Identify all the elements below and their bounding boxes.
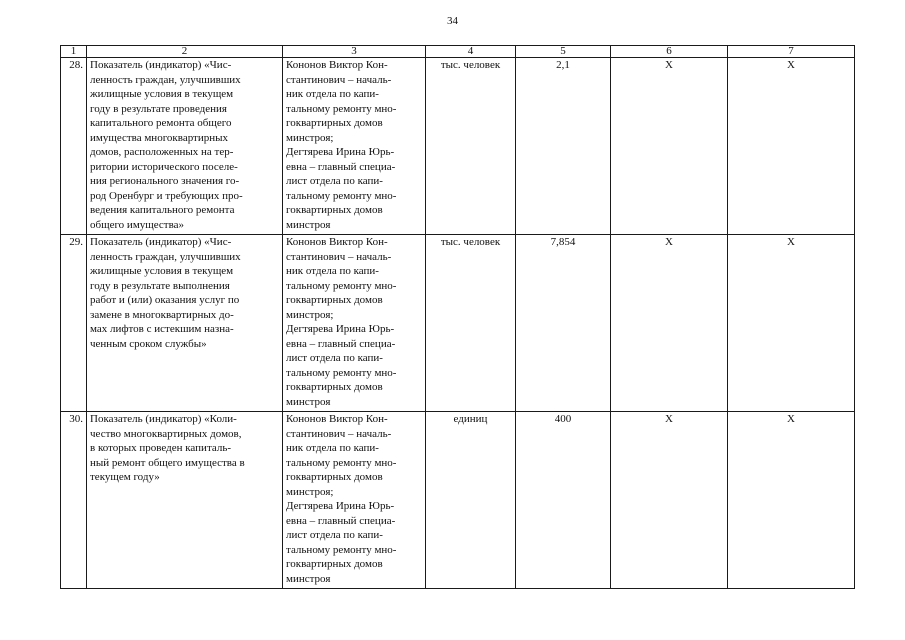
page-number: 34 xyxy=(447,15,458,27)
text-line: домов, расположенных на тер- xyxy=(90,146,234,158)
text-line: Кононов Виктор Кон- xyxy=(286,59,388,71)
value-cell: 400 xyxy=(516,412,611,589)
unit-cell: тыс. человек xyxy=(426,58,516,235)
column-number: 3 xyxy=(283,46,426,58)
column-number: 2 xyxy=(87,46,283,58)
text-line: лист отдела по капи- xyxy=(286,352,383,364)
text-line: евна – главный специа- xyxy=(286,514,396,527)
text-line: мах лифтов с истекшим назна- xyxy=(90,323,234,335)
text-line: капитального ремонта общего xyxy=(90,117,232,129)
indicator-cell xyxy=(87,412,283,589)
text-line: ник отдела по капи- xyxy=(286,265,379,277)
text-line: Дегтярева Ирина Юрь- xyxy=(286,500,395,512)
text-line: минстроя xyxy=(286,572,331,585)
value-cell: 2,1 xyxy=(516,58,611,235)
text-line: чество многоквартирных домов, xyxy=(90,427,242,440)
text-line: минстроя; xyxy=(286,485,334,498)
text-line: Дегтярева Ирина Юрь- xyxy=(286,323,395,335)
text-line: Показатель (индикатор) «Коли- xyxy=(90,413,237,425)
text-line: году в результате выполнения xyxy=(90,279,230,292)
text-line: стантинович – началь- xyxy=(286,250,392,263)
column-number: 1 xyxy=(61,46,87,58)
column-number: 5 xyxy=(516,46,611,58)
text-line: род Оренбург и требующих про- xyxy=(90,189,243,202)
responsible-cell xyxy=(283,412,426,589)
text-line: ник отдела по капи- xyxy=(286,88,379,100)
text-line: ленность граждан, улучшивших xyxy=(90,250,241,263)
text-line: тальному ремонту мно- xyxy=(286,366,397,379)
table-row xyxy=(61,235,855,412)
text-line: жилищные условия в текущем xyxy=(90,88,234,100)
text-line: тальному ремонту мно- xyxy=(286,102,397,115)
text-line: минстроя; xyxy=(286,308,334,321)
text-line: лист отдела по капи- xyxy=(286,175,383,187)
text-line: Дегтярева Ирина Юрь- xyxy=(286,146,395,158)
text-line: стантинович – началь- xyxy=(286,73,392,86)
text-line: ник отдела по капи- xyxy=(286,442,379,454)
col6-cell: X xyxy=(611,58,728,235)
row-number: 30. xyxy=(61,412,87,589)
text-line: ченным сроком службы» xyxy=(90,337,207,350)
value-cell: 7,854 xyxy=(516,235,611,412)
text-line: Кононов Виктор Кон- xyxy=(286,413,388,425)
text-line: гоквартирных домов xyxy=(286,558,383,570)
col6-cell: X xyxy=(611,412,728,589)
unit-cell: единиц xyxy=(426,412,516,589)
text-line: ритории исторического поселе- xyxy=(90,160,238,173)
indicators-table xyxy=(60,45,855,589)
text-line: общего имущества» xyxy=(90,218,185,231)
text-line: ведения капитального ремонта xyxy=(90,204,235,216)
text-line: замене в многоквартирных до- xyxy=(90,308,234,321)
column-number: 6 xyxy=(611,46,728,58)
text-line: жилищные условия в текущем xyxy=(90,265,234,277)
text-line: Показатель (индикатор) «Чис- xyxy=(90,59,232,71)
text-line: ния регионального значения го- xyxy=(90,175,240,187)
text-line: евна – главный специа- xyxy=(286,160,396,173)
text-line: имущества многоквартирных xyxy=(90,131,229,144)
text-line: евна – главный специа- xyxy=(286,337,396,350)
text-line: минстроя xyxy=(286,395,331,408)
column-number: 7 xyxy=(728,46,855,58)
indicator-cell xyxy=(87,235,283,412)
text-line: лист отдела по капи- xyxy=(286,529,383,541)
text-line: ный ремонт общего имущества в xyxy=(90,456,245,469)
responsible-cell xyxy=(283,235,426,412)
table-row xyxy=(61,58,855,235)
text-line: Показатель (индикатор) «Чис- xyxy=(90,236,232,248)
text-line: минстроя; xyxy=(286,131,334,144)
text-line: году в результате проведения xyxy=(90,102,227,115)
text-line: гоквартирных домов xyxy=(286,117,383,129)
col7-cell: X xyxy=(728,58,855,235)
text-line: текущем году» xyxy=(90,471,160,483)
text-line: работ и (или) оказания услуг по xyxy=(90,294,240,306)
table-row xyxy=(61,412,855,589)
text-line: гоквартирных домов xyxy=(286,471,383,483)
text-line: минстроя xyxy=(286,218,331,231)
column-number: 4 xyxy=(426,46,516,58)
unit-cell: тыс. человек xyxy=(426,235,516,412)
text-line: стантинович – началь- xyxy=(286,427,392,440)
text-line: тальному ремонту мно- xyxy=(286,456,397,469)
text-line: гоквартирных домов xyxy=(286,204,383,216)
text-line: тальному ремонту мно- xyxy=(286,543,397,556)
text-line: ленность граждан, улучшивших xyxy=(90,73,241,86)
text-line: Кононов Виктор Кон- xyxy=(286,236,388,248)
text-line: в которых проведен капиталь- xyxy=(90,442,232,454)
indicator-cell xyxy=(87,58,283,235)
text-line: гоквартирных домов xyxy=(286,381,383,393)
responsible-cell xyxy=(283,58,426,235)
col7-cell: X xyxy=(728,235,855,412)
row-number: 29. xyxy=(61,235,87,412)
column-number-row xyxy=(61,46,855,58)
text-line: гоквартирных домов xyxy=(286,294,383,306)
col7-cell: X xyxy=(728,412,855,589)
col6-cell: X xyxy=(611,235,728,412)
text-line: тальному ремонту мно- xyxy=(286,279,397,292)
row-number: 28. xyxy=(61,58,87,235)
text-line: тальному ремонту мно- xyxy=(286,189,397,202)
